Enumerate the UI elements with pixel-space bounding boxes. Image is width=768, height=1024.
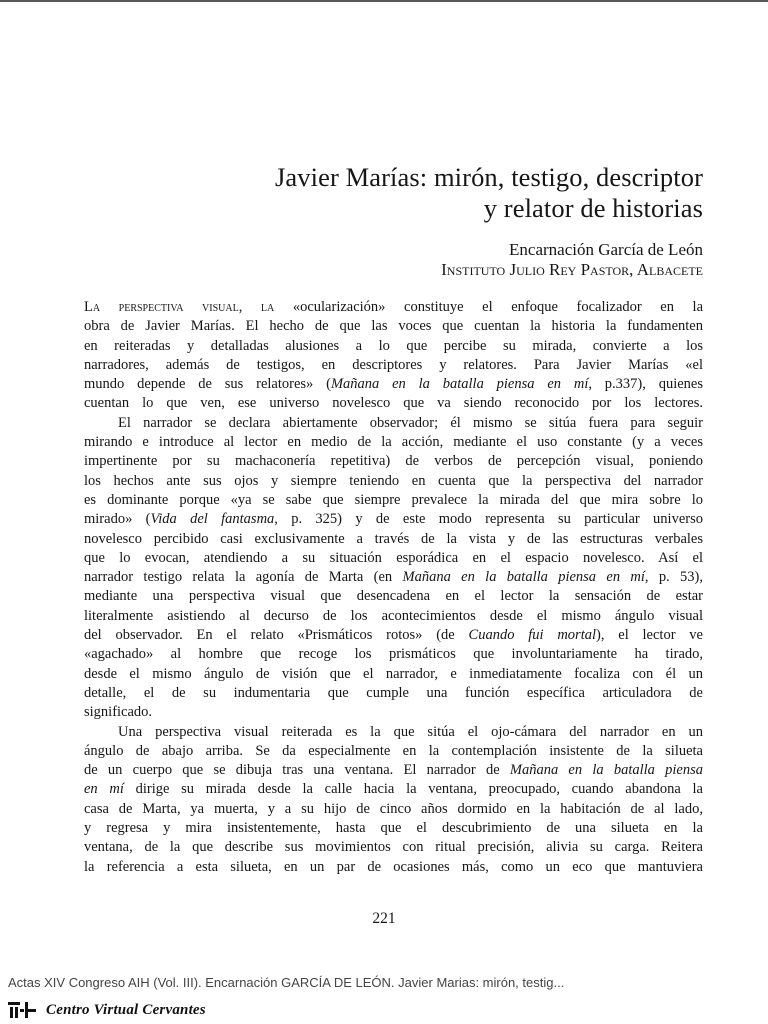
article-title: [150, 162, 703, 224]
body-line: [84, 375, 703, 394]
book-title-citation: Cuando fui mortal: [468, 627, 597, 644]
author-affiliation: Instituto Julio Rey Pastor, Albacete: [441, 260, 703, 279]
body-line: la referencia a esta silueta, en un par de ocasiones más, como un eco que mantuviera: [84, 858, 703, 875]
article-title-line-2: y relator de historias: [483, 193, 703, 223]
article-title-line-1: Javier Marías: mirón, testigo, descriptor: [275, 162, 703, 192]
document-source-caption: Actas XIV Congreso AIH (Vol. III). Encarnación GARCÍA DE LEÓN. Javier Marias: mirón, testig...: [8, 975, 565, 990]
body-line: desde el mismo ángulo de visión que el narrador, e inmediatamente focaliza con él un: [84, 665, 703, 682]
top-border-line: [0, 0, 768, 2]
body-text-run: narrador testigo relata la agonía de Marta (en: [84, 569, 403, 586]
body-line: [84, 626, 703, 645]
body-line: casa de Marta, ya muerta, y a su hijo de cinco años dormido en la habitación de al lado,: [84, 800, 703, 817]
body-line: y regresa y mira insistentemente, hasta que el descubrimiento de una silueta en la: [84, 820, 703, 837]
body-line: significado.: [84, 704, 153, 721]
body-line: ángulo de abajo arriba. Se da especialmente en la contemplación insistente de la silueta: [84, 742, 703, 759]
book-title-citation: Vida del fantasma: [150, 511, 275, 528]
body-line: los hechos ante sus ojos y siempre teniendo en cuenta que la perspectiva del narrador: [84, 472, 703, 489]
cvc-brand-footer[interactable]: [7, 999, 206, 1021]
body-line: es dominante porque «ya se sabe que siempre prevalece la mirada del que mira sobre lo: [84, 491, 703, 508]
body-text-run: ), el lector ve: [596, 627, 703, 644]
body-text-run: «ocularización» constituye el enfoque focalizador en la: [292, 299, 703, 315]
article-body: [84, 298, 703, 877]
body-line: [84, 510, 703, 529]
body-text-run: de un cuerpo que se dibuja tras una ventana. El narrador de: [84, 762, 510, 779]
body-line: mirando e introduce al lector en medio de la acción, mediante el uso constante (y a veces: [84, 434, 703, 451]
body-line: impertinente por su machaconería repetitiva) de verbos de percepción visual, poniendo: [84, 453, 703, 470]
body-text-run: , p.337), quienes: [588, 376, 703, 393]
book-title-citation: en mí: [84, 781, 124, 798]
body-line: narradores, además de testigos, en descriptores y relatores. Para Javier Marías «el: [84, 356, 703, 373]
body-text-run: mirado» (: [84, 511, 151, 528]
body-line: [84, 298, 703, 317]
body-text-run: dirige su mirada desde la calle hacia la ventana, preocupado, cuando abandona la: [123, 781, 703, 798]
body-line: mediante una perspectiva visual que desencadena en el lector la sensación de estar: [84, 588, 703, 605]
page-number: 221: [372, 910, 396, 927]
body-line: El narrador se declara abiertamente observador; él mismo se sitúa fuera para seguir: [118, 414, 703, 431]
body-line: en reiteradas y detalladas alusiones a lo que percibe su mirada, convierte a los: [84, 337, 703, 354]
body-line: Una perspectiva visual reiterada es la que sitúa el ojo-cámara del narrador en un: [118, 723, 703, 740]
body-line: detalle, el de su indumentaria que cumple una función específica articuladora de: [84, 684, 703, 701]
body-line: obra de Javier Marías. El hecho de que las voces que cuentan la historia la fundamenten: [84, 318, 703, 335]
body-line: [84, 780, 703, 799]
book-title-citation: Mañana en la batalla piensa en mí: [402, 569, 645, 586]
body-text-run: mundo depende de sus relatores» (: [84, 376, 331, 393]
paragraph-lead-in: La perspectiva visual, la: [84, 299, 275, 315]
book-title-citation: Mañana en la batalla piensa: [509, 762, 703, 779]
body-line: ventana, de la que describe sus movimientos con ritual precisión, alivia su carga. Reitera: [84, 839, 703, 856]
body-line: novelesco percibido casi exclusivamente a través de la vista y de las estructuras verbales: [84, 530, 703, 547]
cvc-brand-name: Centro Virtual Cervantes: [46, 1001, 206, 1018]
body-line: que lo evocan, atendiendo a su situación esporádica en el espacio novelesco. Así el: [84, 549, 703, 566]
body-line: «agachado» al hombre que recoge los prismáticos que involuntariamente ha tirado,: [84, 646, 703, 663]
body-text-run: del observador. En el relato «Prismáticos rotos» (de: [84, 627, 469, 644]
body-line: [84, 568, 703, 587]
body-line: literalmente asistiendo al decurso de los acontecimientos desde el mismo ángulo visual: [84, 607, 703, 624]
body-text-run: , p. 325) y de este modo representa su particular universo: [274, 511, 703, 528]
book-title-citation: Mañana en la batalla piensa en mí: [330, 376, 589, 393]
author-name: Encarnación García de León: [509, 240, 703, 259]
body-line: [84, 761, 703, 780]
body-text-run: , p. 53),: [644, 569, 703, 586]
cvc-logo-icon: [7, 1000, 37, 1020]
body-line: cuentan lo que ven, ese universo novelesco que va siendo reconocido por los lectores.: [84, 395, 703, 412]
